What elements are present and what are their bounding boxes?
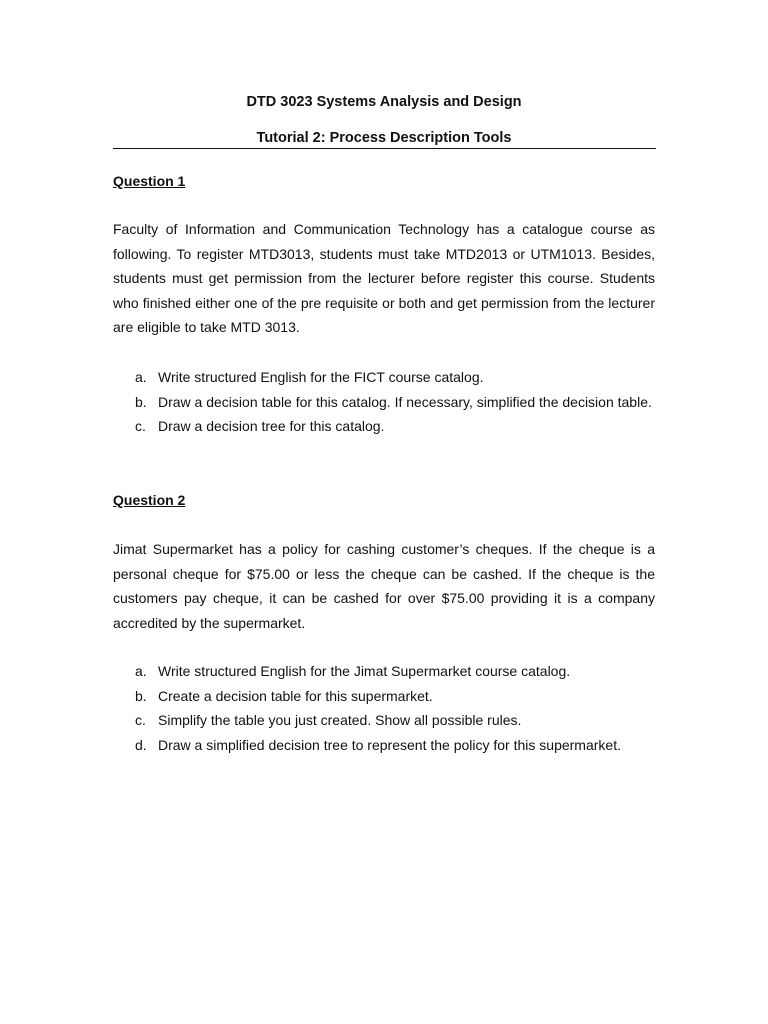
list-item: [113, 365, 673, 390]
list-item-text: Write structured English for the FICT course catalog.: [158, 369, 484, 385]
list-marker: c.: [135, 712, 146, 729]
list-item: [113, 414, 673, 439]
question-2-task-list: [113, 659, 673, 757]
list-item: [113, 390, 673, 415]
document-subtitle: Tutorial 2: Process Description Tools: [256, 130, 512, 146]
list-marker: a.: [135, 369, 147, 385]
header-divider: [113, 148, 656, 149]
question-2-paragraph: Jimat Supermarket has a policy for cashing customer’s cheques. If the cheque is a personal cheque for $75.00 or less the cheque can be cashed. If the cheque is the customers pay cheque, it can be cashed for over $75.00 providing it is a company accredited by the supermarket.: [113, 541, 655, 631]
document-title: DTD 3023 Systems Analysis and Design: [246, 94, 522, 110]
list-marker: b.: [135, 687, 147, 704]
list-marker: c.: [135, 418, 146, 435]
list-marker: a.: [135, 663, 147, 679]
list-marker: d.: [135, 736, 147, 753]
question-1-heading: Question 1: [113, 173, 186, 189]
list-item-text: Create a decision table for this supermarket.: [158, 687, 433, 704]
question-1-paragraph: Faculty of Information and Communication Technology has a catalogue course as following. To register MTD3013, students must take MTD2013 or UTM1013. Besides, students must get permission from the lecturer before register this course. Students who finished either one of the pre requisite or both and get permission from the lecturer are eligible to take MTD 3013.: [113, 221, 655, 336]
list-item: [113, 733, 673, 758]
list-item-text: Draw a decision table for this catalog. If necessary, simplified the decision table.: [158, 393, 652, 410]
list-item: [113, 659, 673, 684]
list-marker: b.: [135, 393, 147, 410]
question-2-heading: Question 2: [113, 492, 186, 508]
list-item: [113, 684, 673, 709]
list-item-text: Write structured English for the Jimat Supermarket course catalog.: [158, 663, 571, 679]
list-item-text: Simplify the table you just created. Show all possible rules.: [158, 712, 522, 729]
list-item-text: Draw a simplified decision tree to represent the policy for this supermarket.: [158, 736, 621, 753]
list-item: [113, 708, 673, 733]
question-1-task-list: [113, 365, 673, 439]
list-item-text: Draw a decision tree for this catalog.: [158, 418, 385, 435]
